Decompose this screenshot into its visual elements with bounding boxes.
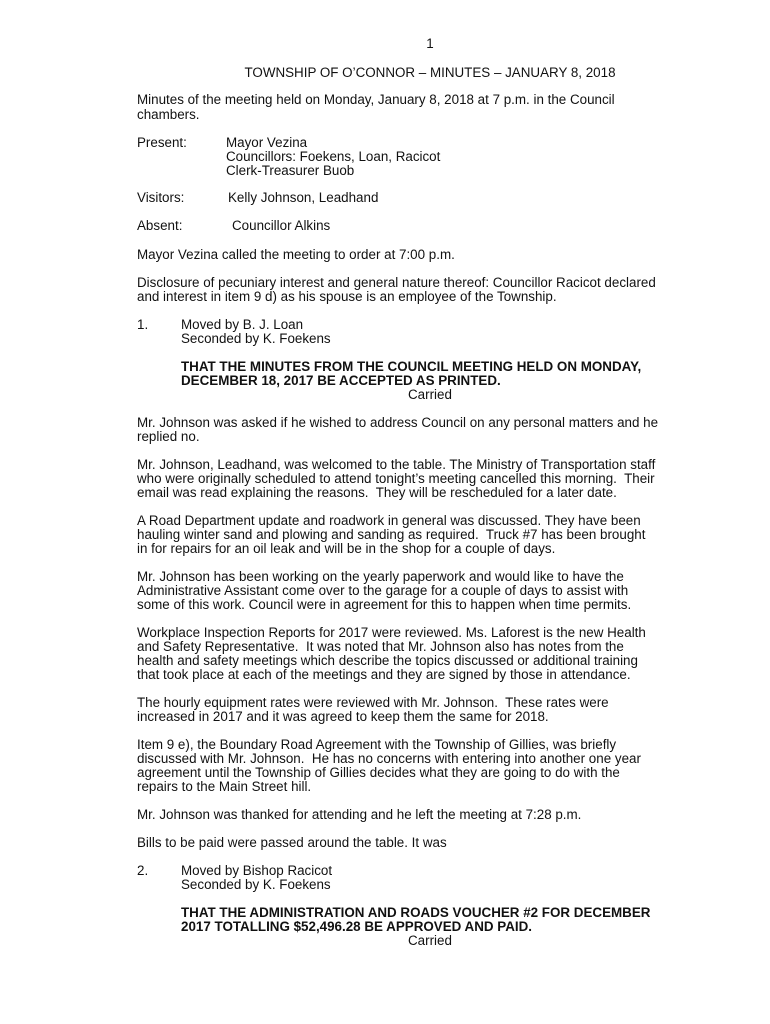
paragraph-5-line-4: that took place at each of the meetings and they are signed by those in attendance.	[137, 667, 631, 682]
paragraph-5-line-2: and Safety Representative. It was noted that Mr. Johnson also has notes from the	[137, 639, 624, 654]
motion-1-result: Carried	[408, 387, 452, 402]
paragraph-2-line-1: Mr. Johnson, Leadhand, was welcomed to the table. The Ministry of Transportation staff	[137, 457, 656, 472]
paragraph-6-line-1: The hourly equipment rates were reviewed with Mr. Johnson. These rates were	[137, 695, 609, 710]
paragraph-5-line-3: health and safety meetings which describe the topics discussed or additional training	[137, 653, 638, 668]
paragraph-1-line-1: Mr. Johnson was asked if he wished to address Council on any personal matters and he	[137, 415, 659, 430]
motion-1-seconded: Seconded by K. Foekens	[181, 331, 331, 346]
motion-2-result: Carried	[408, 933, 452, 948]
motion-1-resolution-line-1: THAT THE MINUTES FROM THE COUNCIL MEETING HELD ON MONDAY,	[181, 359, 642, 374]
paragraph-1-line-2: replied no.	[137, 429, 200, 444]
present-councillors: Councillors: Foekens, Loan, Racicot	[226, 149, 441, 164]
motion-2-resolution-line-1: THAT THE ADMINISTRATION AND ROADS VOUCHER #2 FOR DECEMBER	[181, 905, 651, 920]
paragraph-4-line-2: Administrative Assistant come over to the garage for a couple of days to assist with	[137, 583, 629, 598]
intro-line-1: Minutes of the meeting held on Monday, January 8, 2018 at 7 p.m. in the Council	[137, 92, 615, 107]
paragraph-3-line-1: A Road Department update and roadwork in general was discussed. They have been	[137, 513, 641, 528]
present-label: Present:	[137, 135, 187, 150]
intro-line-2: chambers.	[137, 107, 200, 122]
motion-1-resolution-line-2: DECEMBER 18, 2017 BE ACCEPTED AS PRINTED.	[181, 373, 501, 388]
motion-2-seconded: Seconded by K. Foekens	[181, 877, 331, 892]
disclosure-line-1: Disclosure of pecuniary interest and general nature thereof: Councillor Racicot declared	[137, 275, 656, 290]
paragraph-4-line-3: some of this work. Council were in agreement for this to happen when time permits.	[137, 597, 632, 612]
motion-2-moved: Moved by Bishop Racicot	[181, 863, 333, 878]
paragraph-2-line-3: email was read explaining the reasons. They will be rescheduled for a later date.	[137, 485, 617, 500]
present-mayor: Mayor Vezina	[226, 135, 308, 150]
motion-2-resolution-line-2: 2017 TOTALLING $52,496.28 BE APPROVED AND PAID.	[181, 919, 532, 934]
disclosure-line-2: and interest in item 9 d) as his spouse is an employee of the Township.	[137, 289, 557, 304]
paragraph-4-line-1: Mr. Johnson has been working on the yearly paperwork and would like to have the	[137, 569, 624, 584]
paragraph-7-line-3: agreement until the Township of Gillies decides what they are going to do with the	[137, 765, 620, 780]
paragraph-7-line-1: Item 9 e), the Boundary Road Agreement with the Township of Gillies, was briefly	[137, 737, 617, 752]
page-title: TOWNSHIP OF O’CONNOR – MINUTES – JANUARY 8, 2018	[244, 65, 616, 80]
absent-names: Councillor Alkins	[232, 218, 331, 233]
paragraph-5-line-1: Workplace Inspection Reports for 2017 were reviewed. Ms. Laforest is the new Health	[137, 625, 646, 640]
paragraph-3-line-3: in for repairs for an oil leak and will be in the shop for a couple of days.	[137, 541, 556, 556]
paragraph-7-line-2: discussed with Mr. Johnson. He has no concerns with entering into another one year	[137, 751, 641, 766]
visitors-label: Visitors:	[137, 190, 185, 205]
call-to-order: Mayor Vezina called the meeting to order at 7:00 p.m.	[137, 247, 455, 262]
motion-1-moved: Moved by B. J. Loan	[181, 317, 304, 332]
paragraph-9-line-1: Bills to be paid were passed around the table. It was	[137, 835, 447, 850]
paragraph-2-line-2: who were originally scheduled to attend tonight’s meeting cancelled this morning. Their	[137, 471, 655, 486]
page-number: 1	[426, 36, 434, 51]
paragraph-3-line-2: hauling winter sand and plowing and sanding as required. Truck #7 has been brought	[137, 527, 646, 542]
motion-1-number: 1.	[137, 317, 149, 332]
visitors-names: Kelly Johnson, Leadhand	[228, 190, 379, 205]
motion-2-number: 2.	[137, 863, 149, 878]
paragraph-6-line-2: increased in 2017 and it was agreed to keep them the same for 2018.	[137, 709, 549, 724]
paragraph-7-line-4: repairs to the Main Street hill.	[137, 779, 312, 794]
absent-label: Absent:	[137, 218, 183, 233]
present-clerk: Clerk-Treasurer Buob	[226, 163, 355, 178]
paragraph-8-line-1: Mr. Johnson was thanked for attending and he left the meeting at 7:28 p.m.	[137, 807, 582, 822]
